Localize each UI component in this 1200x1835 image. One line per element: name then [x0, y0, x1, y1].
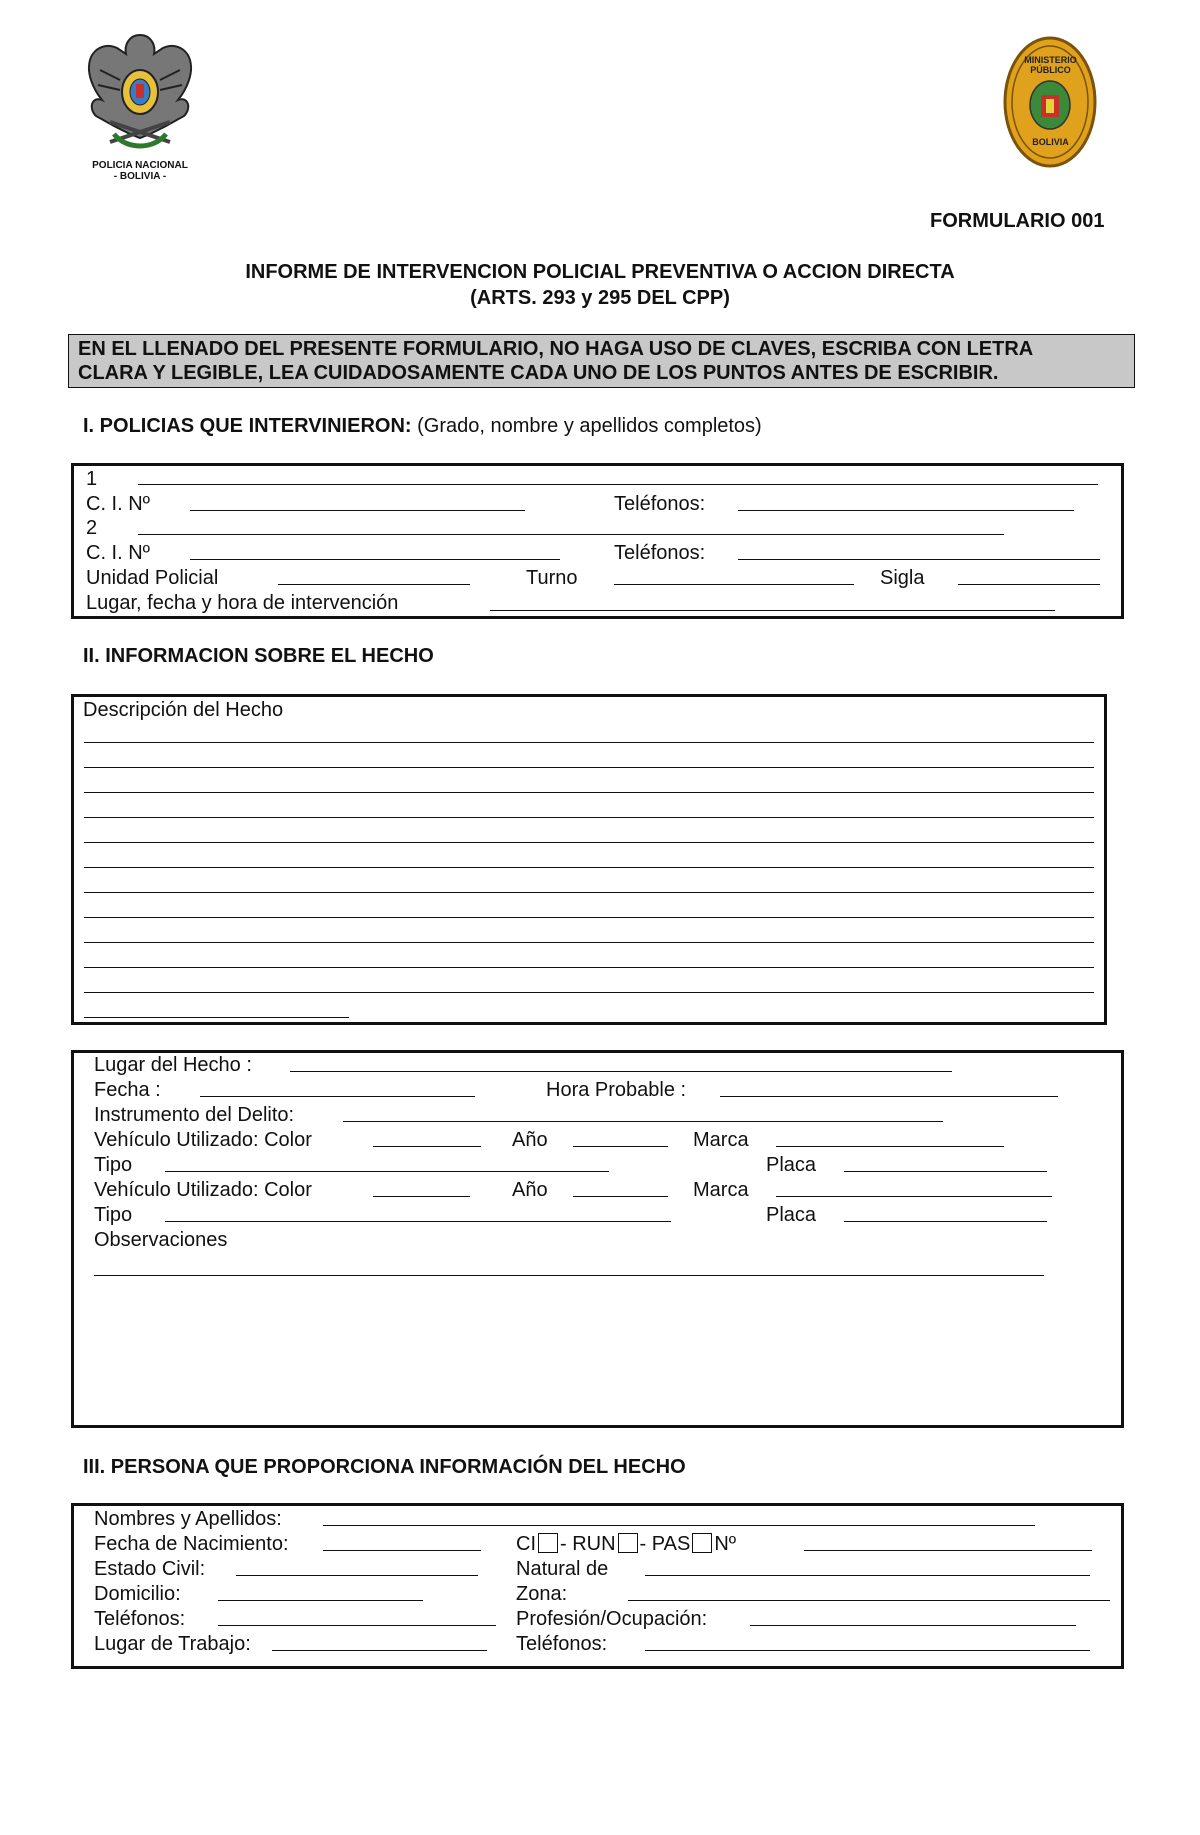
notice-line2: CLARA Y LEGIBLE, LEA CUIDADOSAMENTE CADA UNO DE LOS PUNTOS ANTES DE ESCRIBIR.: [78, 362, 999, 384]
pas-checkbox[interactable]: [692, 1533, 712, 1553]
informant-name-label: Nombres y Apellidos:: [94, 1508, 282, 1530]
unit-label: Unidad Policial: [86, 567, 219, 589]
vehicle2-type-field[interactable]: [165, 1221, 671, 1222]
vehicle1-type-label: Tipo: [94, 1154, 133, 1176]
address-label: Domicilio:: [94, 1583, 181, 1605]
form-title: [0, 259, 1200, 311]
event-place-field[interactable]: [290, 1071, 952, 1072]
birthplace-field[interactable]: [645, 1575, 1090, 1576]
vehicle1-type-field[interactable]: [165, 1171, 609, 1172]
intervention-place-label: Lugar, fecha y hora de intervención: [86, 592, 399, 614]
id-number-label: Nº: [714, 1533, 737, 1555]
officer2-phone-field[interactable]: [738, 559, 1100, 560]
form-title-line1: INFORME DE INTERVENCION POLICIAL PREVENTIVA O ACCION DIRECTA: [245, 261, 955, 283]
workplace-label: Lugar de Trabajo:: [94, 1633, 251, 1655]
police-eagle-emblem-icon: [80, 30, 200, 160]
occupation-field[interactable]: [750, 1625, 1076, 1626]
workplace-field[interactable]: [272, 1650, 487, 1651]
marital-status-field[interactable]: [236, 1575, 478, 1576]
vehicle1-color-field[interactable]: [373, 1146, 481, 1147]
form-title-line2: (ARTS. 293 y 295 DEL CPP): [470, 287, 730, 309]
ci-checkbox[interactable]: [538, 1533, 558, 1553]
officer2-ci-label: C. I. Nº: [86, 542, 150, 564]
form-number: FORMULARIO 001: [930, 210, 1105, 232]
officer1-phone-label: Teléfonos:: [614, 493, 706, 515]
section2-heading: II. INFORMACION SOBRE EL HECHO: [83, 645, 434, 667]
officer1-ci-field[interactable]: [190, 510, 525, 511]
section1-heading-title: I. POLICIAS QUE INTERVINIERON:: [83, 415, 412, 437]
vehicle1-brand-label: Marca: [693, 1129, 749, 1151]
ministry-seal: [1003, 35, 1098, 170]
vehicle2-year-label: Año: [512, 1179, 548, 1201]
zone-field[interactable]: [628, 1600, 1110, 1601]
vehicle2-type-label: Tipo: [94, 1204, 133, 1226]
informant-name-field[interactable]: [323, 1525, 1035, 1526]
acronym-label: Sigla: [880, 567, 925, 589]
vehicle2-plate-field[interactable]: [844, 1221, 1047, 1222]
section3-heading: III. PERSONA QUE PROPORCIONA INFORMACIÓN DEL HECHO: [83, 1456, 686, 1478]
instrument-label: Instrumento del Delito:: [94, 1104, 295, 1126]
observations-field[interactable]: [94, 1275, 1044, 1276]
vehicle1-brand-field[interactable]: [776, 1146, 1004, 1147]
officer1-name-field[interactable]: [138, 484, 1098, 485]
vehicle2-year-field[interactable]: [573, 1196, 668, 1197]
event-place-label: Lugar del Hecho :: [94, 1054, 252, 1076]
informant-phone-field[interactable]: [218, 1625, 496, 1626]
officer2-name-field[interactable]: [138, 534, 1004, 535]
occupation-label: Profesión/Ocupación:: [516, 1608, 708, 1630]
work-phone-label: Teléfonos:: [516, 1633, 608, 1655]
zone-label: Zona:: [516, 1583, 568, 1605]
unit-field[interactable]: [278, 584, 470, 585]
event-date-label: Fecha :: [94, 1079, 161, 1101]
shift-label: Turno: [526, 567, 578, 589]
work-phone-field[interactable]: [645, 1650, 1090, 1651]
ci-label: CI: [516, 1533, 536, 1555]
birthdate-field[interactable]: [323, 1550, 481, 1551]
vehicle1-color-label: Vehículo Utilizado: Color: [94, 1129, 312, 1151]
id-number-field[interactable]: [804, 1550, 1092, 1551]
intervention-place-field[interactable]: [490, 610, 1055, 611]
run-checkbox[interactable]: [618, 1533, 638, 1553]
vehicle1-year-label: Año: [512, 1129, 548, 1151]
notice-line1: EN EL LLENADO DEL PRESENTE FORMULARIO, NO HAGA USO DE CLAVES, ESCRIBA CON LETRA: [78, 338, 1034, 360]
section1-heading-sub: (Grado, nombre y apellidos completos): [411, 415, 762, 437]
event-time-field[interactable]: [720, 1096, 1058, 1097]
shift-field[interactable]: [614, 584, 854, 585]
birthdate-label: Fecha de Nacimiento:: [94, 1533, 289, 1555]
police-logo: [80, 30, 200, 180]
section1-heading: [83, 414, 762, 438]
run-label: - RUN: [560, 1533, 616, 1555]
event-date-field[interactable]: [200, 1096, 475, 1097]
vehicle2-plate-label: Placa: [766, 1204, 817, 1226]
vehicle2-color-field[interactable]: [373, 1196, 470, 1197]
vehicle2-color-label: Vehículo Utilizado: Color: [94, 1179, 312, 1201]
officer2-ci-field[interactable]: [190, 559, 560, 560]
officer1-ci-label: C. I. Nº: [86, 493, 150, 515]
officer1-number: 1: [86, 468, 98, 490]
event-time-label: Hora Probable :: [546, 1079, 687, 1101]
address-field[interactable]: [218, 1600, 423, 1601]
officer2-number: 2: [86, 517, 98, 539]
pas-label: - PAS: [639, 1533, 691, 1555]
instrument-field[interactable]: [343, 1121, 943, 1122]
informant-phone-label: Teléfonos:: [94, 1608, 186, 1630]
marital-status-label: Estado Civil:: [94, 1558, 206, 1580]
description-lines[interactable]: [84, 722, 1094, 1022]
officer1-phone-field[interactable]: [738, 510, 1074, 511]
notice-box: [68, 334, 1135, 388]
birthplace-label: Natural de: [516, 1558, 609, 1580]
vehicle2-brand-field[interactable]: [776, 1196, 1052, 1197]
vehicle1-plate-field[interactable]: [844, 1171, 1047, 1172]
observations-label: Observaciones: [94, 1229, 228, 1251]
ministry-seal-label-top: MINISTERIO PÚBLICO: [1024, 55, 1077, 75]
id-type-row: [516, 1532, 736, 1556]
vehicle2-brand-label: Marca: [693, 1179, 749, 1201]
ministry-seal-label-bottom: BOLIVIA: [1032, 137, 1069, 147]
officer2-phone-label: Teléfonos:: [614, 542, 706, 564]
vehicle1-plate-label: Placa: [766, 1154, 817, 1176]
vehicle1-year-field[interactable]: [573, 1146, 668, 1147]
police-logo-label: POLICIA NACIONAL - BOLIVIA -: [92, 160, 188, 182]
acronym-field[interactable]: [958, 584, 1100, 585]
description-label: Descripción del Hecho: [83, 699, 284, 721]
